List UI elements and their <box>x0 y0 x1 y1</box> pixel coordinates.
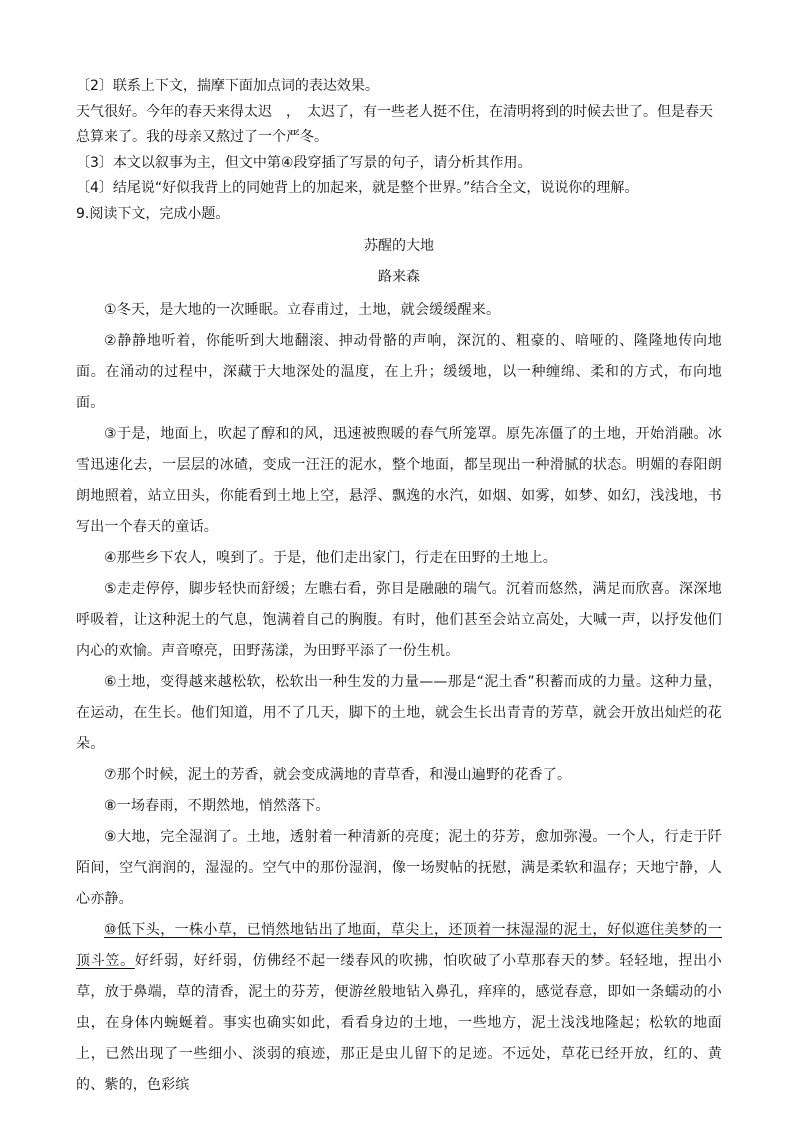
paragraph-10 <box>76 915 722 1101</box>
paragraph-3: ③于是，地面上，吹起了醇和的风，迅速被煦暖的春气所笼罩。原先冻僵了的土地，开始消融。冰雪迅速化去，一层层的冰碴，变成一汪汪的泥水，整个地面，都呈现出一种滑腻的状态。明媚的春阳朗朗地照着，站立田头，你能看到土地上空，悬浮、飘逸的水汽，如烟、如雾，如梦、如幻，浅浅地，书写出一个春天的童话。 <box>76 426 722 535</box>
question-3: 〔3〕本文以叙事为主，但文中第④段穿插了写景的句子，请分析其作用。 <box>76 154 532 171</box>
question-9-instruction: 9.阅读下文，完成小题。 <box>76 205 230 222</box>
paragraph-4: ④那些乡下农人，嗅到了。于是，他们走出家门，行走在田野的土地上。 <box>104 550 557 566</box>
paragraph-7: ⑦那个时候，泥土的芳香，就会变成满地的青草香，和漫山遍野的花香了。 <box>104 767 572 783</box>
paragraph-2: ②静静地听着，你能听到大地翻滚、抻动骨骼的声响，深沉的、粗豪的、喑哑的、隆隆地传向地面。在涌动的过程中，深藏于大地深处的温度，在上升；缓缓地，以一种缠绵、柔和的方式，布向地面。 <box>76 333 722 411</box>
question-2-quote-line-2: 总算来了。我的母亲又熬过了一个严冬。 <box>76 129 328 145</box>
document-page <box>76 74 722 1101</box>
article-body <box>76 295 722 1101</box>
paragraph-10-continuation: 好纤弱，好纤弱，仿佛经不起一缕春风的吹拂，怕吹破了小草那春天的梦。轻轻地，捏出小草，放于鼻端，草的清香，泥土的芬芳，便游丝般地钻入鼻孔，痒痒的，感觉春意，即如一条蠕动的小虫，在身体内蜿蜒着。事实也确实如此，看看身边的土地，一些地方，泥土浅浅地隆起；松软的地面上，已然出现了一些细小、淡弱的痕迹，那正是虫儿留下的足迹。不远处，草花已经开放，红的、黄的、紫的，色彩缤 <box>76 953 722 1093</box>
paragraph-1: ①冬天，是大地的一次睡眠。立春甫过，土地，就会缓缓醒来。 <box>104 302 501 318</box>
question-block <box>76 74 722 227</box>
question-4: 〔4〕结尾说“好似我背上的同她背上的加起来，就是整个世界。”结合全文，说说你的理解。 <box>76 180 639 196</box>
paragraph-6: ⑥土地，变得越来越松软，松软出一种生发的力量——那是“泥土香”积蓄而成的力量。这种力量，在运动，在生长。他们知道，用不了几天，脚下的土地，就会生长出青青的芳草，就会开放出灿烂的花朵。 <box>76 674 722 752</box>
question-2-prompt: 〔2〕联系上下文，揣摩下面加点词的表达效果。 <box>76 78 379 94</box>
paragraph-5: ⑤走走停停，脚步轻快而舒缓；左瞧右看，弥目是融融的瑞气。沉着而悠然，满足而欣喜。深深地呼吸着，让这种泥土的气息，饱满着自己的胸腹。有时，他们甚至会站立高处，大喊一声，以抒发他们内心的欢愉。声音嘹亮，田野荡漾，为田野平添了一份生机。 <box>76 581 722 659</box>
paragraph-9: ⑨大地，完全湿润了。土地，透射着一种清新的亮度；泥土的芬芳，愈加弥漫。一个人，行走于阡陌间，空气润润的，湿湿的。空气中的那份湿润，像一场熨帖的抚慰，满是柔软和温存；天地宁静，人心亦静。 <box>76 829 722 907</box>
paragraph-8: ⑧一场春雨，不期然地，悄然落下。 <box>104 798 330 814</box>
question-2-quote-line-1: 天气很好。今年的春天来得太迟 ， 太迟了，有一些老人挺不住，在清明将到的时候去世了。但是春天 <box>76 103 713 120</box>
underlined-sentence: ⑩低下头，一株小草，已悄然地钻出了地面，草尖上，还顶着一抹湿湿的泥土，好似遮住美梦的一顶斗笠。 <box>76 922 722 969</box>
article-title: 苏醒的大地 <box>364 238 434 254</box>
article-author: 路来森 <box>378 269 420 285</box>
